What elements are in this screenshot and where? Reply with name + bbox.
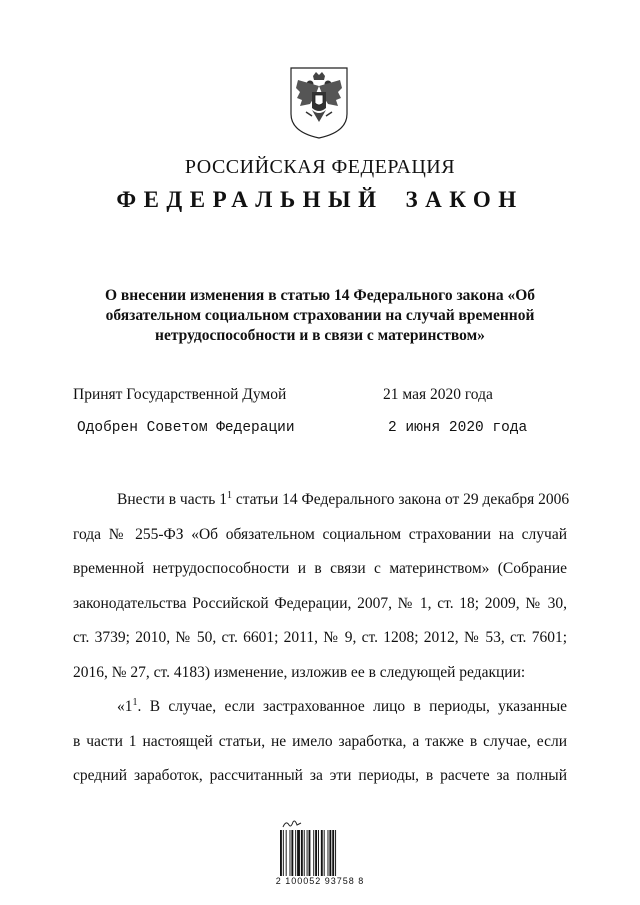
barcode-bar xyxy=(280,830,282,876)
body-line: года № 255-ФЗ «Об обязательном социальном страховании на случай xyxy=(73,525,567,543)
document-type-word-1: ФЕДЕРАЛЬНЫЙ xyxy=(116,187,384,212)
barcode-bar xyxy=(332,830,334,876)
body-line: «$1^1$. В случае, если застрахованное лицо в периоды, указанные xyxy=(117,697,567,715)
law-title-line: обязательном социальном страховании на случай временной xyxy=(105,307,535,324)
document-type xyxy=(0,187,640,213)
law-title xyxy=(0,286,640,346)
body-line: 2016, № 27, ст. 4183) изменение, изложив ее в следующей редакции: xyxy=(73,663,526,681)
duma-adoption-label: Принят Государственной Думой xyxy=(73,386,287,403)
council-approval-date: 2 июня 2020 года xyxy=(388,420,528,436)
body-line: ст. 3739; 2010, № 50, ст. 6601; 2011, № 9, ст. 1208; 2012, № 53, ст. 7601; xyxy=(73,629,567,646)
body-line: временной нетрудоспособности и в связи с материнством» (Собрание xyxy=(73,560,567,577)
duma-adoption-date: 21 мая 2020 года xyxy=(383,386,493,403)
body-line: Внести в часть $1^1$ статьи 14 Федерального закона от 29 декабря 2006 xyxy=(117,490,570,508)
body-line: законодательства Российской Федерации, 2007, № 1, ст. 18; 2009, № 30, xyxy=(73,594,567,612)
barcode-bar xyxy=(295,830,296,876)
barcode-bar xyxy=(304,830,305,876)
barcode-bar xyxy=(301,830,303,876)
country-heading: РОССИЙСКАЯ ФЕДЕРАЦИЯ xyxy=(184,156,456,178)
barcode-icon xyxy=(280,830,358,876)
barcode-bar xyxy=(297,830,300,876)
barcode-bar xyxy=(324,830,325,876)
barcode-bar xyxy=(307,830,308,876)
barcode-number: 2 100052 93758 8 xyxy=(275,876,365,886)
barcode-bar xyxy=(290,830,291,876)
body-line: в части 1 настоящей статьи, не имело заработка, а также в случае, если xyxy=(73,732,567,750)
barcode-bar xyxy=(313,830,314,876)
law-title-line: нетрудоспособности и в связи с материнством» xyxy=(155,327,485,344)
barcode-bar xyxy=(335,830,336,876)
barcode-bar xyxy=(328,830,329,876)
body-line: средний заработок, рассчитанный за эти периоды, в расчете за полный xyxy=(73,767,567,784)
barcode-bar xyxy=(291,830,293,876)
barcode-bar xyxy=(321,830,323,876)
law-body xyxy=(73,483,570,794)
barcode-bar xyxy=(309,830,311,876)
barcode-bar xyxy=(315,830,317,876)
barcode-bar xyxy=(329,830,331,876)
law-title-line: О внесении изменения в статью 14 Федерального закона «Об xyxy=(104,287,536,304)
barcode-bar xyxy=(286,830,287,876)
russian-coat-of-arms-icon xyxy=(288,66,350,140)
signature-mark-icon xyxy=(282,818,302,830)
council-approval-label: Одобрен Советом Федерации xyxy=(77,420,295,436)
barcode-bar xyxy=(318,830,319,876)
document-type-word-2: ЗАКОН xyxy=(405,187,524,212)
barcode-bar xyxy=(283,830,284,876)
